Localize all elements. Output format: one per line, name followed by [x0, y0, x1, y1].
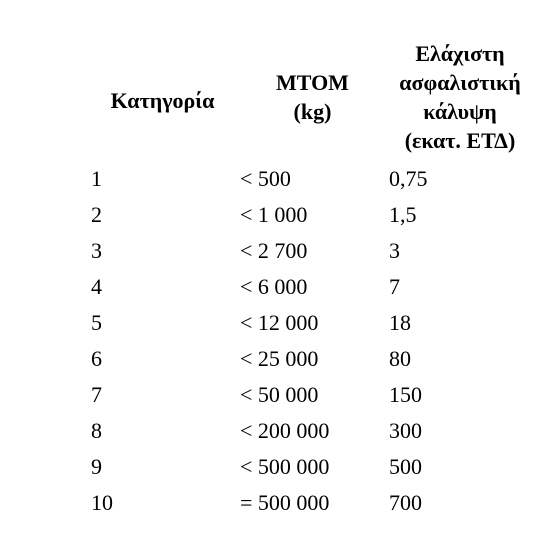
- header-category: [95, 86, 230, 115]
- cell-category: 4: [91, 274, 102, 299]
- cell-mtom: < 50 000: [240, 382, 319, 407]
- table-row: [0, 197, 550, 233]
- cell-category: 9: [91, 454, 102, 479]
- table-row: [0, 377, 550, 413]
- cell-category: 7: [91, 382, 102, 407]
- cell-mtom: < 25 000: [240, 346, 319, 371]
- table-row: [0, 485, 550, 521]
- cell-mtom: < 12 000: [240, 310, 319, 335]
- table-row: [0, 341, 550, 377]
- table-row: [0, 233, 550, 269]
- table-row: [0, 413, 550, 449]
- cell-insurance: 1,5: [389, 202, 417, 227]
- cell-mtom: < 2 700: [240, 238, 308, 263]
- table-row: [0, 449, 550, 485]
- cell-mtom: < 1 000: [240, 202, 308, 227]
- header-insurance-line-1: Ελάχιστη: [415, 41, 505, 66]
- cell-insurance: 700: [389, 490, 422, 515]
- cell-insurance: 7: [389, 274, 400, 299]
- header-mtom-line-1: MTOM: [276, 70, 349, 95]
- cell-category: 6: [91, 346, 102, 371]
- cell-mtom: < 6 000: [240, 274, 308, 299]
- cell-category: 8: [91, 418, 102, 443]
- cell-category: 5: [91, 310, 102, 335]
- cell-insurance: 3: [389, 238, 400, 263]
- cell-category: 1: [91, 166, 102, 191]
- header-insurance-line-4: (εκατ. ΕΤΔ): [404, 128, 516, 153]
- cell-insurance: 150: [389, 382, 422, 407]
- cell-mtom: < 500: [240, 166, 291, 191]
- header-mtom-line-2: (kg): [293, 99, 332, 124]
- table-row: [0, 161, 550, 197]
- cell-insurance: 500: [389, 454, 422, 479]
- cell-category: 3: [91, 238, 102, 263]
- cell-insurance: 18: [389, 310, 411, 335]
- cell-mtom: < 500 000: [240, 454, 330, 479]
- header-insurance-line-2: ασφαλιστική: [399, 70, 521, 95]
- cell-insurance: 300: [389, 418, 422, 443]
- cell-category: 10: [91, 490, 113, 515]
- cell-mtom: < 200 000: [240, 418, 330, 443]
- cell-insurance: 0,75: [389, 166, 428, 191]
- header-insurance: [380, 39, 540, 155]
- cell-insurance: 80: [389, 346, 411, 371]
- cell-mtom: = 500 000: [240, 490, 330, 515]
- table-row: [0, 305, 550, 341]
- table-row: [0, 269, 550, 305]
- header-mtom: [255, 68, 370, 126]
- header-insurance-line-3: κάλυψη: [423, 99, 497, 124]
- cell-category: 2: [91, 202, 102, 227]
- header-category-label: Κατηγορία: [110, 88, 215, 113]
